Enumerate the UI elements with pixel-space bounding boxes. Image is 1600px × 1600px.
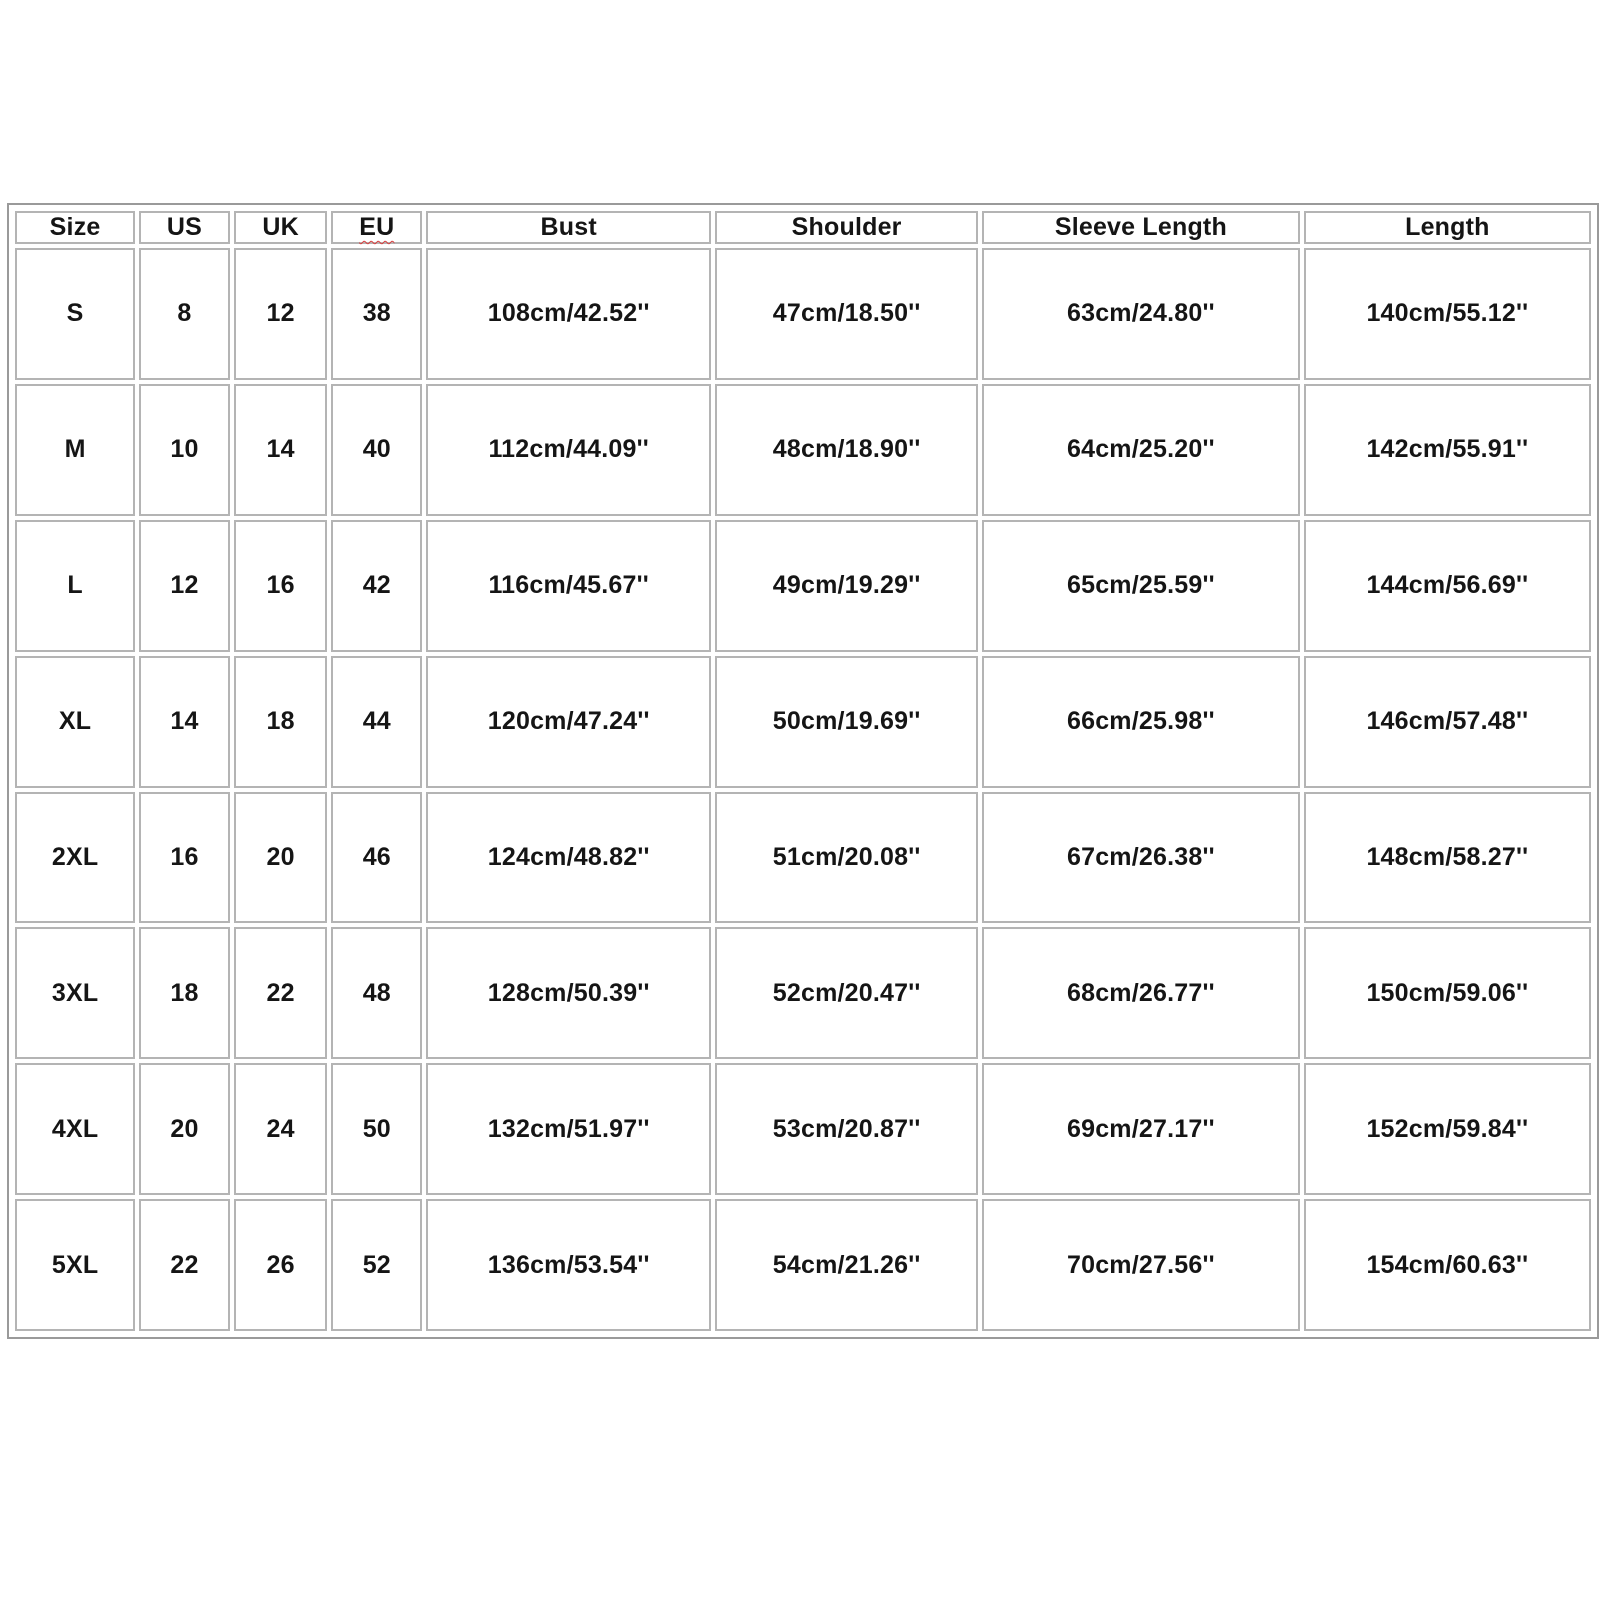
cell-eu: 44 [331, 656, 422, 788]
header-eu [331, 211, 422, 244]
cell-eu: 48 [331, 927, 422, 1059]
cell-bust: 120cm/47.24'' [426, 656, 711, 788]
cell-length: 154cm/60.63'' [1304, 1199, 1591, 1331]
cell-size: 3XL [15, 927, 135, 1059]
table-row [15, 520, 1591, 652]
cell-sleeve-length: 63cm/24.80'' [982, 248, 1300, 380]
header-us: US [139, 211, 230, 244]
cell-length: 150cm/59.06'' [1304, 927, 1591, 1059]
cell-bust: 112cm/44.09'' [426, 384, 711, 516]
cell-uk: 20 [234, 792, 328, 924]
cell-us: 10 [139, 384, 230, 516]
cell-size: 2XL [15, 792, 135, 924]
cell-size: 4XL [15, 1063, 135, 1195]
cell-length: 148cm/58.27'' [1304, 792, 1591, 924]
cell-bust: 124cm/48.82'' [426, 792, 711, 924]
header-row [15, 211, 1591, 244]
cell-bust: 136cm/53.54'' [426, 1199, 711, 1331]
cell-length: 152cm/59.84'' [1304, 1063, 1591, 1195]
cell-uk: 22 [234, 927, 328, 1059]
cell-eu: 52 [331, 1199, 422, 1331]
cell-shoulder: 54cm/21.26'' [715, 1199, 978, 1331]
cell-length: 140cm/55.12'' [1304, 248, 1591, 380]
table-row [15, 792, 1591, 924]
cell-us: 16 [139, 792, 230, 924]
cell-shoulder: 52cm/20.47'' [715, 927, 978, 1059]
cell-sleeve-length: 65cm/25.59'' [982, 520, 1300, 652]
cell-sleeve-length: 68cm/26.77'' [982, 927, 1300, 1059]
cell-eu: 38 [331, 248, 422, 380]
header-shoulder: Shoulder [715, 211, 978, 244]
cell-length: 144cm/56.69'' [1304, 520, 1591, 652]
cell-uk: 26 [234, 1199, 328, 1331]
header-size: Size [15, 211, 135, 244]
cell-us: 14 [139, 656, 230, 788]
table-row [15, 656, 1591, 788]
cell-shoulder: 50cm/19.69'' [715, 656, 978, 788]
cell-length: 146cm/57.48'' [1304, 656, 1591, 788]
cell-bust: 116cm/45.67'' [426, 520, 711, 652]
cell-uk: 18 [234, 656, 328, 788]
cell-size: S [15, 248, 135, 380]
cell-shoulder: 53cm/20.87'' [715, 1063, 978, 1195]
cell-us: 20 [139, 1063, 230, 1195]
cell-uk: 16 [234, 520, 328, 652]
cell-us: 8 [139, 248, 230, 380]
table-row [15, 384, 1591, 516]
table-row [15, 248, 1591, 380]
cell-eu: 46 [331, 792, 422, 924]
cell-shoulder: 51cm/20.08'' [715, 792, 978, 924]
table-row [15, 1199, 1591, 1331]
header-length: Length [1304, 211, 1591, 244]
cell-sleeve-length: 69cm/27.17'' [982, 1063, 1300, 1195]
cell-length: 142cm/55.91'' [1304, 384, 1591, 516]
cell-eu: 40 [331, 384, 422, 516]
header-eu-label: EU [359, 213, 395, 241]
cell-size: 5XL [15, 1199, 135, 1331]
cell-us: 18 [139, 927, 230, 1059]
cell-size: M [15, 384, 135, 516]
table-row [15, 1063, 1591, 1195]
cell-uk: 12 [234, 248, 328, 380]
cell-bust: 128cm/50.39'' [426, 927, 711, 1059]
cell-eu: 50 [331, 1063, 422, 1195]
header-sleeve-length: Sleeve Length [982, 211, 1300, 244]
table-row [15, 927, 1591, 1059]
size-chart-table [11, 207, 1595, 1335]
cell-sleeve-length: 64cm/25.20'' [982, 384, 1300, 516]
header-bust: Bust [426, 211, 711, 244]
cell-sleeve-length: 66cm/25.98'' [982, 656, 1300, 788]
cell-shoulder: 49cm/19.29'' [715, 520, 978, 652]
cell-size: L [15, 520, 135, 652]
cell-uk: 14 [234, 384, 328, 516]
cell-bust: 108cm/42.52'' [426, 248, 711, 380]
cell-size: XL [15, 656, 135, 788]
cell-sleeve-length: 67cm/26.38'' [982, 792, 1300, 924]
cell-bust: 132cm/51.97'' [426, 1063, 711, 1195]
cell-us: 12 [139, 520, 230, 652]
cell-shoulder: 48cm/18.90'' [715, 384, 978, 516]
cell-eu: 42 [331, 520, 422, 652]
cell-us: 22 [139, 1199, 230, 1331]
header-uk: UK [234, 211, 328, 244]
cell-sleeve-length: 70cm/27.56'' [982, 1199, 1300, 1331]
size-chart [7, 203, 1599, 1339]
cell-shoulder: 47cm/18.50'' [715, 248, 978, 380]
cell-uk: 24 [234, 1063, 328, 1195]
